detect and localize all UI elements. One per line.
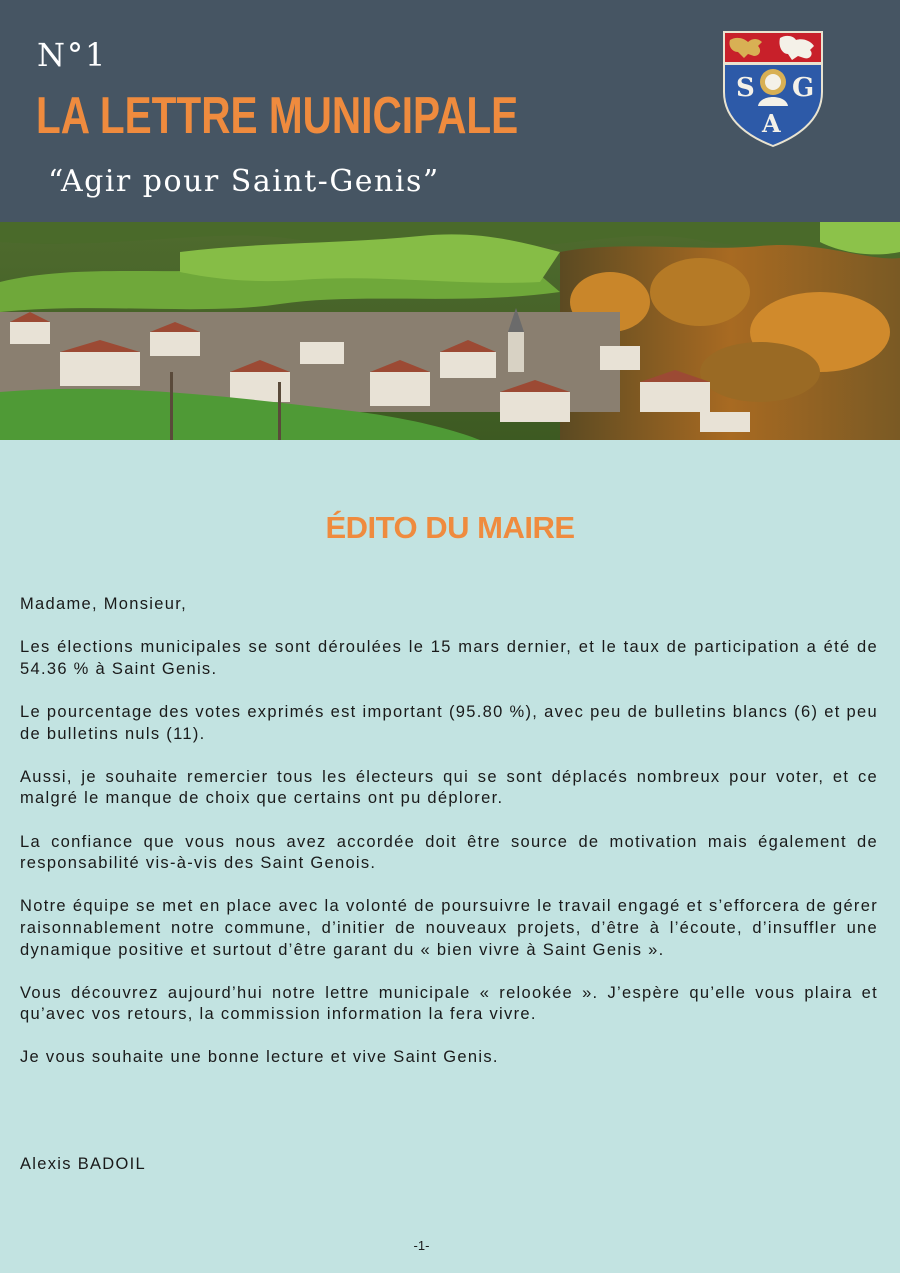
edito-paragraph: Je vous souhaite une bonne lecture et vive Saint Genis. (20, 1048, 499, 1067)
crest-letter-s: S (736, 73, 755, 103)
edito-paragraph: Aussi, je souhaite remercier tous les électeurs qui se sont déplacés nombreux pour voter, et ce malgré le manque de choix que certains ont pu déplorer. (20, 767, 878, 808)
crest-letter-g: G (792, 73, 815, 103)
edito-paragraph: Madame, Monsieur, (20, 595, 187, 613)
mayor-signature: Alexis BADOIL (20, 1155, 147, 1173)
edito-body (20, 594, 878, 1091)
edito-paragraph: Le pourcentage des votes exprimés est important (95.80 %), avec peu de bulletins blancs (6) et peu de bulletins nuls (11). (20, 702, 878, 743)
edito-paragraph: La confiance que vous nous avez accordée doit être source de motivation mais également de responsabilité vis-à-vis des Saint Genois. (20, 832, 878, 873)
crest-letter-a: A (762, 109, 781, 138)
newsletter-title: LA LETTRE MUNICIPALE (36, 87, 519, 145)
header-banner (0, 0, 900, 222)
slogan: “Agir pour Saint-Genis” (48, 164, 440, 199)
edito-title: ÉDITO DU MAIRE (325, 510, 575, 545)
page-number: -1- (413, 1238, 430, 1253)
edito-paragraph: Notre équipe se met en place avec la volonté de poursuivre le travail engagé et s’efforcera de gérer raisonnablement notre commune, d’initier de nouveaux projets, d’être à l’écoute, d’insuffler une dynamique positive et surtout d’être garant du « bien vivre à Saint Genis ». (20, 897, 878, 959)
coat-of-arms-logo (722, 30, 824, 148)
edito-paragraph: Les élections municipales se sont déroulées le 15 mars dernier, et le taux de participation a été de 54.36 % à Saint Genis. (20, 638, 878, 678)
edito-paragraph: Vous découvrez aujourd’hui notre lettre municipale « relookée ». J’espère qu’elle vous plaira et qu’avec vos retours, la commission information la fera vivre. (20, 983, 878, 1024)
issue-number: N°1 (37, 36, 108, 74)
village-landscape-photo (0, 222, 900, 440)
